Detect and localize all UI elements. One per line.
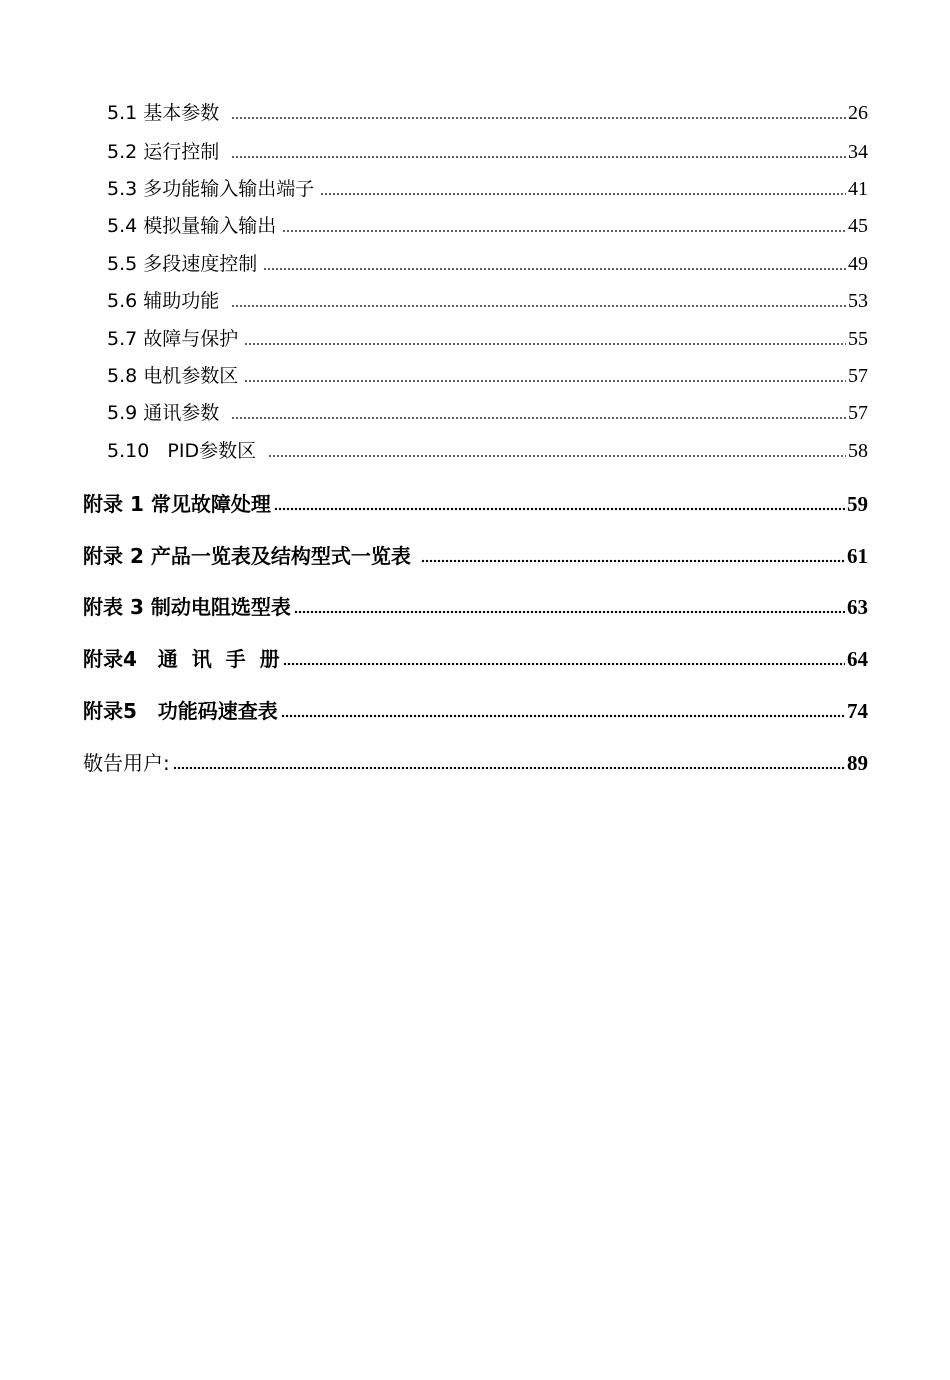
toc-appendix-entry[interactable] <box>83 696 868 724</box>
toc-entry-title: 5.6 辅助功能 <box>107 290 226 312</box>
dot-leader <box>231 416 846 420</box>
toc-appendix-entry[interactable] <box>83 489 868 517</box>
toc-page-number: 57 <box>848 402 868 424</box>
toc-entry-title: 5.8 电机参数区 <box>107 365 239 387</box>
dot-leader <box>274 507 845 511</box>
toc-entry[interactable] <box>107 100 868 126</box>
toc-appendix-entry[interactable] <box>83 644 868 672</box>
toc-page-number: 34 <box>848 141 868 163</box>
dot-leader <box>282 229 846 233</box>
toc-page-number: 41 <box>848 178 868 200</box>
toc-entry[interactable] <box>107 176 868 202</box>
dot-leader <box>421 559 845 563</box>
toc-entry-title: 5.9 通讯参数 <box>107 402 226 424</box>
toc-page-number: 53 <box>848 290 868 312</box>
toc-entry-title: 5.3 多功能输入输出端子 <box>107 178 315 200</box>
toc-page-number: 58 <box>848 440 868 462</box>
toc-entry[interactable] <box>107 400 868 426</box>
toc-page-number: 59 <box>847 492 868 516</box>
toc-entry-title: 附录 2 产品一览表及结构型式一览表 <box>83 544 418 568</box>
dot-leader <box>294 610 845 614</box>
dot-leader <box>231 116 846 120</box>
dot-leader <box>283 662 845 666</box>
toc-appendix-entry[interactable] <box>83 541 868 569</box>
toc-page-number: 49 <box>848 253 868 275</box>
toc-notice-entry[interactable] <box>83 748 868 776</box>
toc-entry[interactable] <box>107 213 868 239</box>
dot-leader <box>231 155 846 159</box>
toc-entry[interactable] <box>107 139 868 165</box>
toc-entry-title: 5.4 模拟量输入输出 <box>107 215 277 237</box>
toc-page-number: 26 <box>848 102 868 124</box>
toc-entry[interactable] <box>107 326 868 352</box>
toc-page-number: 57 <box>848 365 868 387</box>
toc-entry-title: 敬告用户: <box>83 751 170 775</box>
toc-entry-title: 附录5 功能码速查表 <box>83 699 278 723</box>
toc-page-number: 74 <box>847 699 868 723</box>
toc-page-number: 55 <box>848 328 868 350</box>
toc-entry-title: 附录4 通 讯 手 册 <box>83 647 280 671</box>
toc-entry-title: 5.2 运行控制 <box>107 141 226 163</box>
toc-entry-title: 5.10 PID参数区 <box>107 440 263 462</box>
dot-leader <box>173 766 845 770</box>
dot-leader <box>231 304 846 308</box>
dot-leader <box>244 342 846 346</box>
toc-appendix-entry[interactable] <box>83 592 868 620</box>
toc-entry-title: 5.1 基本参数 <box>107 102 226 124</box>
toc-entry-title: 附录 1 常见故障处理 <box>83 492 271 516</box>
dot-leader <box>281 714 845 718</box>
toc-entry-title: 附表 3 制动电阻选型表 <box>83 595 291 619</box>
toc-page-number: 64 <box>847 647 868 671</box>
dot-leader <box>320 192 846 196</box>
toc-page-number: 45 <box>848 215 868 237</box>
toc-page-number: 61 <box>847 544 868 568</box>
toc-entry-title: 5.7 故障与保护 <box>107 328 239 350</box>
toc-entry[interactable] <box>107 438 868 464</box>
toc-page-number: 63 <box>847 595 868 619</box>
dot-leader <box>244 379 846 383</box>
toc-entry[interactable] <box>107 363 868 389</box>
toc-entry-title: 5.5 多段速度控制 <box>107 253 258 275</box>
toc-entry[interactable] <box>107 251 868 277</box>
toc-page-number: 89 <box>847 751 868 775</box>
dot-leader <box>263 267 846 271</box>
dot-leader <box>268 454 846 458</box>
toc-entry[interactable] <box>107 288 868 314</box>
